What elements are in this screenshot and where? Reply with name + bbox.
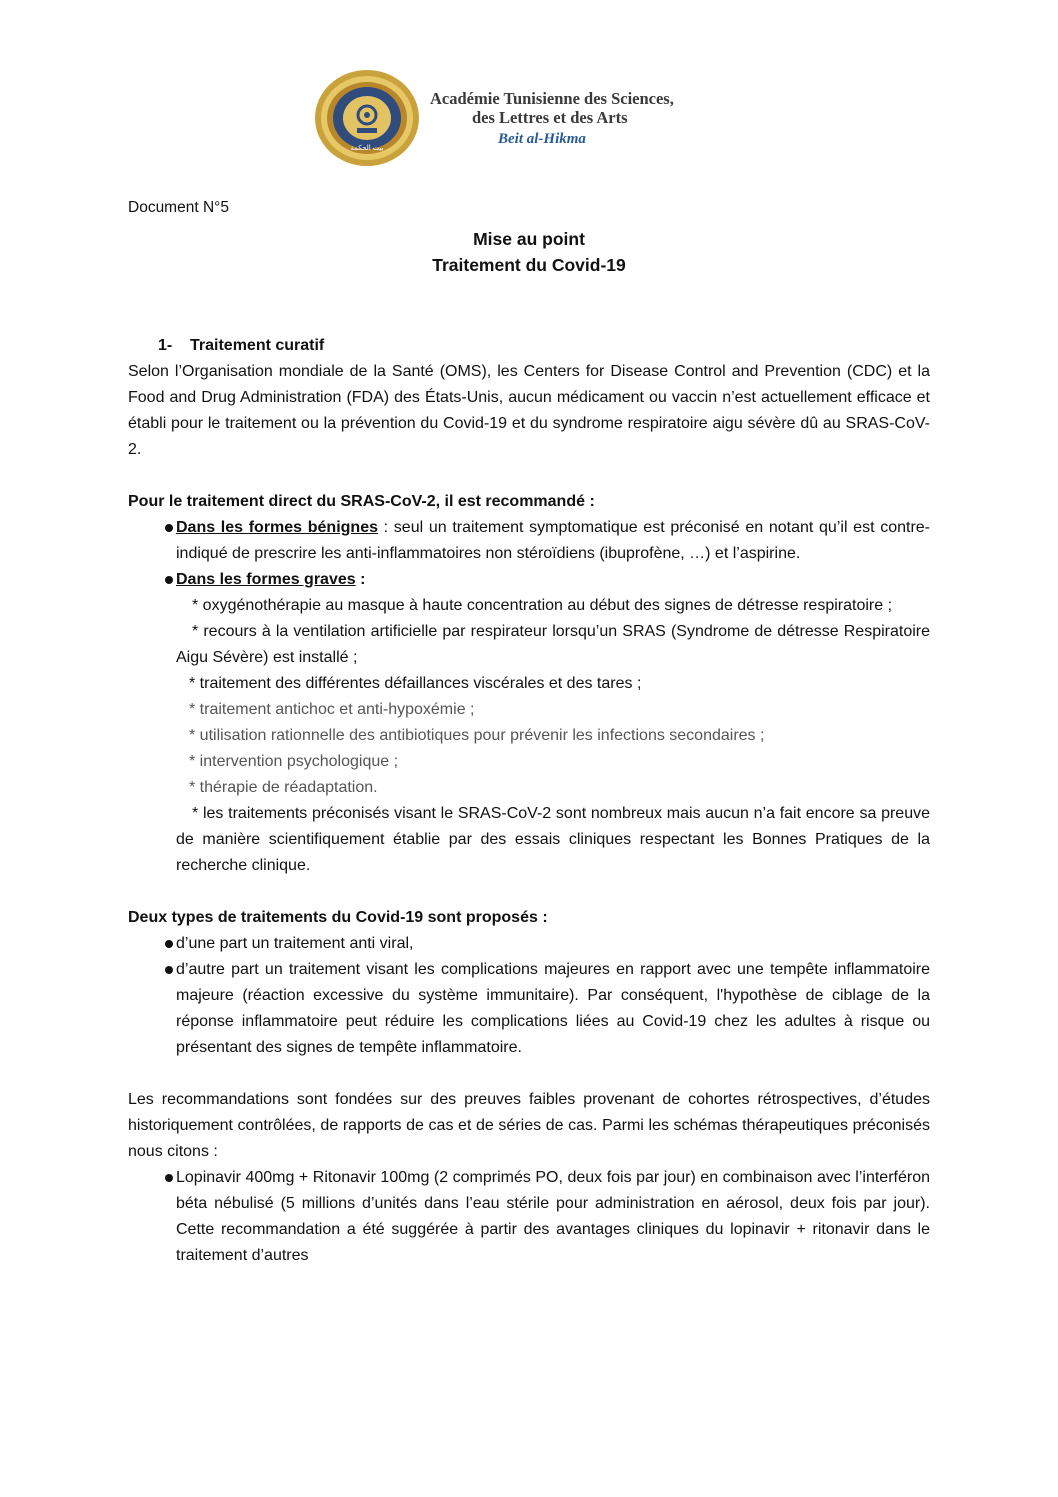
treatment-item: * traitement antichoc et anti-hypoxémie ;	[189, 701, 475, 718]
bullet-icon	[165, 524, 173, 532]
benign-text: : seul un traitement symptomatique est préconisé en notant qu’il est contre-indiqué de prescrire les anti-inflammatoires non stéroïdiens (ibuprofène, …) et l’aspirine.	[176, 519, 930, 562]
section-number: 1-	[158, 337, 173, 354]
document-body	[128, 333, 930, 1269]
page-header	[312, 68, 752, 168]
academy-seal-logo	[312, 68, 422, 168]
organization-line-1: Académie Tunisienne des Sciences,	[430, 89, 674, 108]
subheading: Deux types de traitements du Covid-19 sont proposés :	[128, 909, 548, 926]
benign-label: Dans les formes bénignes	[176, 519, 378, 536]
list-item: d’autre part un traitement visant les complications majeures en rapport avec une tempête inflammatoire majeure (réaction excessive du système immunitaire). Par conséquent, l'hypothèse de ciblage de la réponse inflammatoire peut réduire les complications liées au Covid-19 chez les adultes à risque ou présentant des signes de tempête inflammatoire.	[128, 957, 930, 1061]
paragraph: Selon l’Organisation mondiale de la Santé (OMS), les Centers for Disease Control and Prevention (CDC) et la Food and Drug Administration (FDA) des États-Unis, aucun médicament ou vaccin n’est actuellement efficace et établi pour le traitement ou la prévention du Covid-19 et du syndrome respiratoire aigu sévère dû au SRAS-CoV-2.	[128, 363, 930, 458]
subheading: Pour le traitement direct du SRAS-CoV-2, il est recommandé :	[128, 493, 595, 510]
organization-name	[430, 89, 760, 127]
bullet-icon	[165, 576, 173, 584]
list-item	[128, 567, 930, 593]
section-heading	[158, 333, 930, 359]
title-line-1: Mise au point	[473, 229, 585, 249]
paragraph: Les recommandations sont fondées sur des preuves faibles provenant de cohortes rétrospectives, d’études historiquement contrôlées, de rapports de cas et de séries de cas. Parmi les schémas thérapeutiques préconisés nous citons :	[128, 1091, 930, 1160]
list-item: Lopinavir 400mg + Ritonavir 100mg (2 comprimés PO, deux fois par jour) en combinaison avec l’interféron béta nébulisé (5 millions d’unités dans l’eau stérile pour administration en aérosol, deux fois par jour). Cette recommandation a été suggérée à partir des avantages cliniques du lopinavir + ritonavir dans le traitement d’autres	[128, 1165, 930, 1269]
treatment-item: * intervention psychologique ;	[189, 753, 399, 770]
treatment-item: * thérapie de réadaptation.	[189, 779, 378, 796]
grave-colon: :	[355, 571, 366, 588]
list-item	[128, 515, 930, 567]
treatment-item: * traitement des différentes défaillances viscérales et des tares ;	[189, 675, 642, 692]
bullet-icon	[165, 1174, 173, 1182]
document-title	[128, 226, 930, 278]
svg-text:بيت الحكمة: بيت الحكمة	[350, 145, 384, 152]
section-title: Traitement curatif	[190, 337, 325, 354]
treatment-item: * utilisation rationnelle des antibiotiques pour prévenir les infections secondaires ;	[189, 727, 765, 744]
bullet-icon	[165, 940, 173, 948]
organization-line-2: des Lettres et des Arts	[472, 108, 628, 127]
treatment-item: * recours à la ventilation artificielle par respirateur lorsqu’un SRAS (Syndrome de détresse Respiratoire Aigu Sévère) est installé ;	[176, 623, 930, 666]
document-number: Document N°5	[128, 199, 229, 216]
bullet-icon	[165, 966, 173, 974]
treatment-item: * oxygénothérapie au masque à haute concentration au début des signes de détresse respiratoire ;	[192, 597, 893, 614]
list-item: d’une part un traitement anti viral,	[128, 931, 930, 957]
organization-subtitle: Beit al-Hikma	[498, 131, 586, 147]
grave-label: Dans les formes graves	[176, 571, 356, 588]
title-line-2: Traitement du Covid-19	[432, 255, 626, 275]
treatment-item: * les traitements préconisés visant le SRAS-CoV-2 sont nombreux mais aucun n’a fait encore sa preuve de manière scientifiquement établie par des essais cliniques respectant les Bonnes Pratiques de la recherche clinique.	[176, 805, 930, 874]
